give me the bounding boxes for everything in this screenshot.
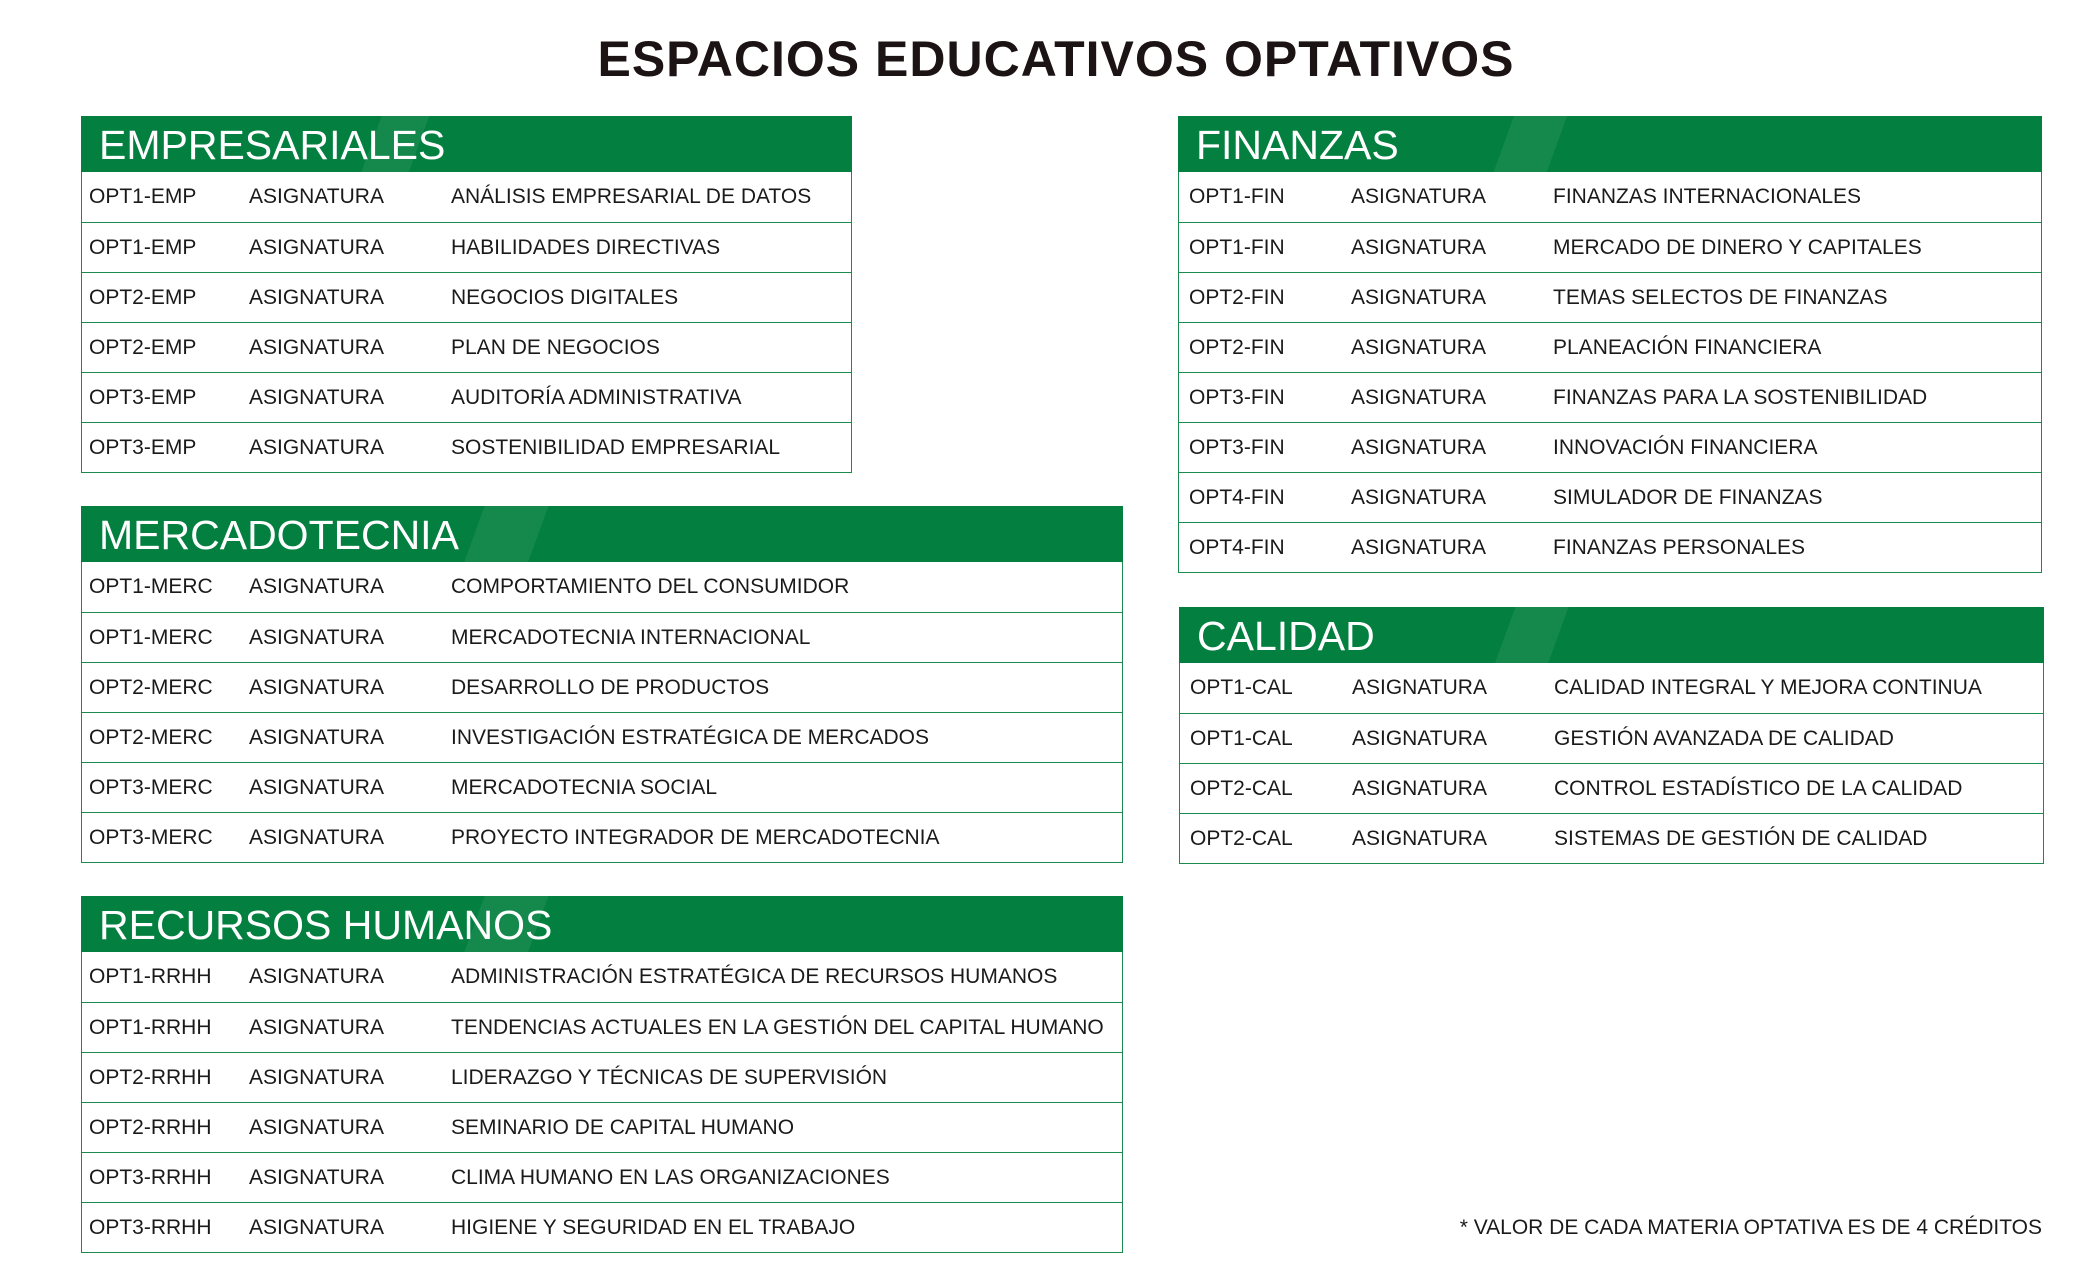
course-table (81, 562, 1123, 863)
course-name: ADMINISTRACIÓN ESTRATÉGICA DE RECURSOS HUMANOS (451, 965, 1058, 988)
course-type: ASIGNATURA (249, 1015, 384, 1039)
section-heading: FINANZAS (1178, 116, 2042, 172)
course-type: ASIGNATURA (1351, 285, 1486, 309)
course-code: OPT1-CAL (1190, 726, 1293, 750)
course-name: LIDERAZGO Y TÉCNICAS DE SUPERVISIÓN (451, 1065, 888, 1089)
course-name: INVESTIGACIÓN ESTRATÉGICA DE MERCADOS (451, 725, 930, 749)
course-code: OPT4-FIN (1189, 535, 1285, 559)
course-type: ASIGNATURA (249, 335, 384, 359)
course-name: FINANZAS PARA LA SOSTENIBILIDAD (1553, 385, 1928, 409)
course-code: OPT2-MERC (89, 675, 213, 699)
course-type: ASIGNATURA (1351, 535, 1486, 559)
course-code: OPT2-RRHH (89, 1115, 212, 1139)
course-type: ASIGNATURA (249, 675, 384, 699)
course-code: OPT1-MERC (89, 575, 213, 598)
course-table (81, 172, 852, 473)
course-code: OPT3-MERC (89, 825, 213, 849)
course-name: GESTIÓN AVANZADA DE CALIDAD (1554, 726, 1894, 750)
course-code: OPT4-FIN (1189, 485, 1285, 509)
course-name: COMPORTAMIENTO DEL CONSUMIDOR (451, 575, 850, 598)
course-name: SEMINARIO DE CAPITAL HUMANO (451, 1115, 795, 1139)
course-code: OPT2-CAL (1190, 826, 1293, 850)
course-type: ASIGNATURA (249, 185, 384, 208)
course-code: OPT1-FIN (1189, 185, 1285, 208)
course-code: OPT3-MERC (89, 775, 213, 799)
table-row (1179, 322, 2041, 372)
course-name: CALIDAD INTEGRAL Y MEJORA CONTINUA (1554, 676, 1982, 699)
course-type: ASIGNATURA (249, 1215, 384, 1239)
course-type: ASIGNATURA (249, 1115, 384, 1139)
course-name: HIGIENE Y SEGURIDAD EN EL TRABAJO (451, 1215, 856, 1239)
course-code: OPT1-CAL (1190, 676, 1293, 699)
table-row (82, 812, 1122, 862)
section-heading: RECURSOS HUMANOS (81, 896, 1123, 952)
table-row (82, 172, 851, 222)
course-type: ASIGNATURA (249, 775, 384, 799)
course-code: OPT3-EMP (89, 435, 197, 459)
section-finanzas (1178, 116, 2042, 573)
course-type: ASIGNATURA (249, 235, 384, 259)
course-name: SOSTENIBILIDAD EMPRESARIAL (451, 435, 781, 459)
course-name: PLAN DE NEGOCIOS (451, 335, 660, 359)
course-name: TENDENCIAS ACTUALES EN LA GESTIÓN DEL CAPITAL HUMANO (451, 1015, 1104, 1039)
course-name: SISTEMAS DE GESTIÓN DE CALIDAD (1554, 826, 1928, 850)
table-row (1180, 713, 2043, 763)
course-type: ASIGNATURA (1351, 435, 1486, 459)
course-type: ASIGNATURA (1352, 826, 1487, 850)
section-calidad (1179, 607, 2044, 864)
table-row (82, 422, 851, 472)
course-code: OPT1-EMP (89, 185, 197, 208)
table-row (82, 1052, 1122, 1102)
course-code: OPT3-RRHH (89, 1165, 212, 1189)
table-row (1179, 372, 2041, 422)
section-heading: EMPRESARIALES (81, 116, 852, 172)
course-code: OPT2-FIN (1189, 285, 1285, 309)
course-type: ASIGNATURA (249, 725, 384, 749)
course-name: FINANZAS PERSONALES (1553, 535, 1806, 559)
course-name: ANÁLISIS EMPRESARIAL DE DATOS (451, 185, 812, 208)
course-name: FINANZAS INTERNACIONALES (1553, 185, 1862, 208)
course-type: ASIGNATURA (249, 625, 384, 649)
credits-footnote: * VALOR DE CADA MATERIA OPTATIVA ES DE 4 CRÉDITOS (1459, 1216, 2042, 1239)
table-row (82, 952, 1122, 1002)
course-name: TEMAS SELECTOS DE FINANZAS (1553, 285, 1888, 309)
course-name: HABILIDADES DIRECTIVAS (451, 235, 721, 259)
section-empresariales (81, 116, 852, 473)
course-type: ASIGNATURA (1352, 726, 1487, 750)
course-name: MERCADO DE DINERO Y CAPITALES (1553, 235, 1922, 259)
course-type: ASIGNATURA (249, 575, 384, 598)
course-name: PROYECTO INTEGRADOR DE MERCADOTECNIA (451, 825, 940, 849)
section-mercadotecnia (81, 506, 1123, 863)
table-row (1180, 763, 2043, 813)
course-name: INNOVACIÓN FINANCIERA (1553, 435, 1818, 459)
course-code: OPT1-RRHH (89, 1015, 212, 1039)
course-code: OPT2-MERC (89, 725, 213, 749)
course-code: OPT2-RRHH (89, 1065, 212, 1089)
table-row (82, 1152, 1122, 1202)
table-row (1180, 813, 2043, 863)
course-code: OPT3-EMP (89, 385, 197, 409)
course-code: OPT3-FIN (1189, 435, 1285, 459)
course-type: ASIGNATURA (249, 965, 384, 988)
table-row (82, 322, 851, 372)
table-row (1179, 172, 2041, 222)
course-code: OPT3-RRHH (89, 1215, 212, 1239)
course-type: ASIGNATURA (1352, 676, 1487, 699)
course-type: ASIGNATURA (249, 825, 384, 849)
course-name: CLIMA HUMANO EN LAS ORGANIZACIONES (451, 1165, 890, 1189)
page-title: ESPACIOS EDUCATIVOS OPTATIVOS (597, 31, 1515, 87)
course-name: AUDITORÍA ADMINISTRATIVA (451, 385, 742, 409)
course-type: ASIGNATURA (249, 1065, 384, 1089)
course-code: OPT1-FIN (1189, 235, 1285, 259)
course-type: ASIGNATURA (1351, 185, 1486, 208)
table-row (1179, 222, 2041, 272)
course-type: ASIGNATURA (1351, 385, 1486, 409)
table-row (1179, 422, 2041, 472)
course-type: ASIGNATURA (1352, 776, 1487, 800)
course-name: NEGOCIOS DIGITALES (451, 285, 679, 309)
table-row (82, 372, 851, 422)
table-row (82, 222, 851, 272)
course-table (81, 952, 1123, 1253)
course-table (1178, 172, 2042, 573)
section-recursos-humanos (81, 896, 1123, 1253)
course-name: DESARROLLO DE PRODUCTOS (451, 675, 770, 699)
table-row (82, 612, 1122, 662)
course-code: OPT2-CAL (1190, 776, 1293, 800)
table-row (1179, 522, 2041, 572)
course-code: OPT2-FIN (1189, 335, 1285, 359)
course-type: ASIGNATURA (1351, 485, 1486, 509)
course-type: ASIGNATURA (249, 435, 384, 459)
section-heading: CALIDAD (1179, 607, 2044, 663)
course-name: SIMULADOR DE FINANZAS (1553, 485, 1823, 509)
course-type: ASIGNATURA (1351, 335, 1486, 359)
course-type: ASIGNATURA (249, 385, 384, 409)
course-name: MERCADOTECNIA SOCIAL (451, 775, 718, 799)
course-type: ASIGNATURA (1351, 235, 1486, 259)
table-row (82, 562, 1122, 612)
table-row (82, 272, 851, 322)
table-row (82, 1102, 1122, 1152)
table-row (82, 762, 1122, 812)
course-table (1179, 663, 2044, 864)
table-row (82, 1202, 1122, 1252)
course-name: CONTROL ESTADÍSTICO DE LA CALIDAD (1554, 776, 1963, 800)
table-row (82, 662, 1122, 712)
course-code: OPT1-MERC (89, 625, 213, 649)
section-heading: MERCADOTECNIA (81, 506, 1123, 562)
course-name: PLANEACIÓN FINANCIERA (1553, 335, 1822, 359)
course-type: ASIGNATURA (249, 285, 384, 309)
course-name: MERCADOTECNIA INTERNACIONAL (451, 625, 811, 649)
course-code: OPT1-RRHH (89, 965, 212, 988)
table-row (1179, 272, 2041, 322)
course-code: OPT1-EMP (89, 235, 197, 259)
table-row (1180, 663, 2043, 713)
course-type: ASIGNATURA (249, 1165, 384, 1189)
course-code: OPT2-EMP (89, 285, 197, 309)
table-row (82, 712, 1122, 762)
course-code: OPT2-EMP (89, 335, 197, 359)
table-row (1179, 472, 2041, 522)
table-row (82, 1002, 1122, 1052)
course-code: OPT3-FIN (1189, 385, 1285, 409)
